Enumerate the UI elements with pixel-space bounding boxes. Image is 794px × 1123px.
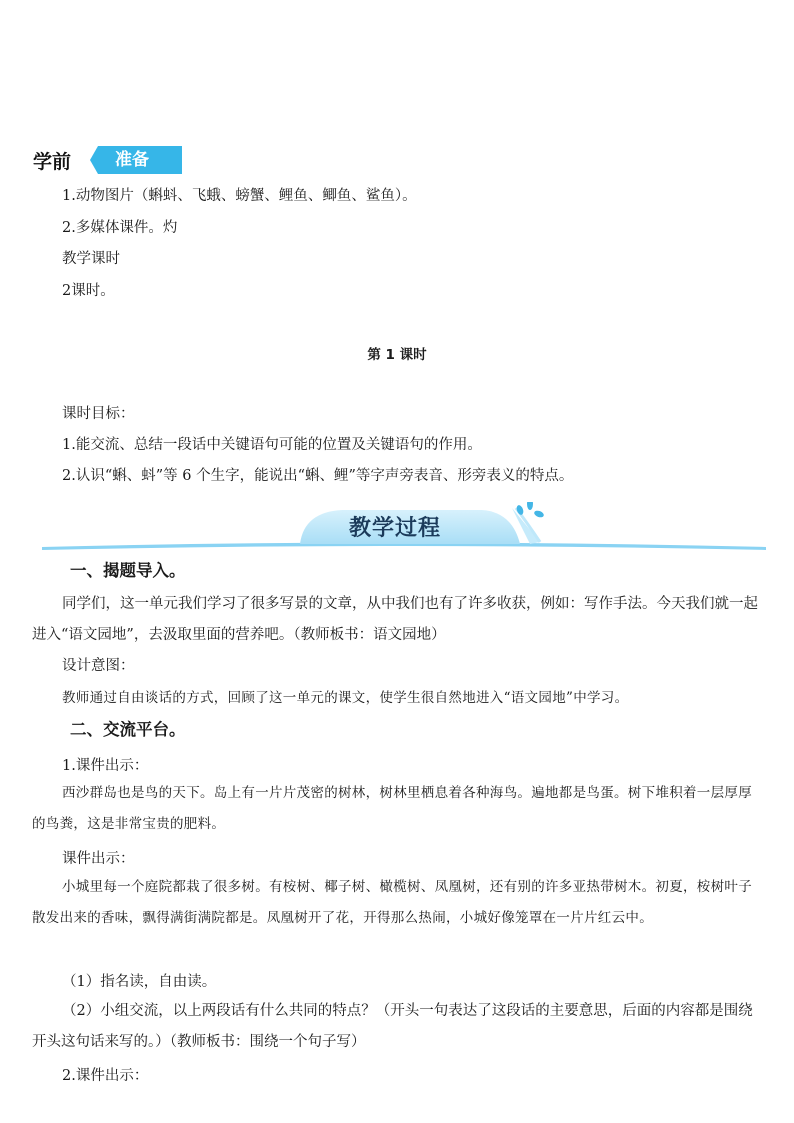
item-1-label: 1.课件出示： [62,758,149,774]
design-text: 教师通过自由谈话的方式，回顾了这一单元的课文，使学生很自然地进入“语文园地”中学习。 [62,690,629,706]
objective-2: 2.认识“蝌、蚪”等 6 个生字，能说出“蝌、鲤”等字声旁表音、形旁表义的特点。 [62,468,574,484]
process-banner-title: 教学过程 [348,516,441,541]
section-1-body: 同学们，这一单元我们学习了很多写景的文章，从中我们也有了许多收获，例如：写作手法。今天我们就一起进入“语文园地”，去汲取里面的营养吧。（教师板书：语文园地） [32,596,758,643]
item-2-label: 2.课件出示： [62,1068,149,1084]
passage-1: 西沙群岛也是鸟的天下。岛上有一片片茂密的树林，树林里栖息着各种海鸟。遍地都是鸟蛋。树下堆积着一层厚厚的鸟粪，这是非常宝贵的肥料。 [32,785,752,832]
objectives-label: 课时目标： [62,406,135,422]
schedule-label: 教学课时 [62,251,120,267]
section-heading-1: 一、揭题导入。 [70,561,186,580]
design-label: 设计意图： [62,658,135,674]
prep-badge-text: 准备 [115,150,149,170]
item-1b-label: 课件出示： [62,851,135,867]
prep-item-2: 2.多媒体课件。灼 [62,220,178,236]
section-heading-2: 二、交流平台。 [70,720,186,739]
step-2: （2）小组交流，以上两段话有什么共同的特点？（开头一句表达了这段话的主要意思，后面的内容都是围绕开头这句话来写的。）（教师板书：围绕一个句子写） [32,1003,753,1050]
objective-1: 1.能交流、总结一段话中关键语句可能的位置及关键语句的作用。 [62,437,482,453]
prep-item-1: 1.动物图片（蝌蚪、飞蛾、螃蟹、鲤鱼、鲫鱼、鲨鱼）。 [62,188,417,204]
schedule-value: 2课时。 [62,283,115,299]
step-1: （1）指名读，自由读。 [62,974,217,990]
lesson-title: 第 1 课时 [367,347,427,363]
passage-2: 小城里每一个庭院都栽了很多树。有桉树、椰子树、橄榄树、凤凰树，还有别的许多亚热带树木。初夏，桉树叶子散发出来的香味，飘得满街满院都是。凤凰树开了花，开得那么热闹，小城好像笼罩在一片片红云中。 [32,879,752,926]
prep-label-text: 学前 [33,151,72,173]
